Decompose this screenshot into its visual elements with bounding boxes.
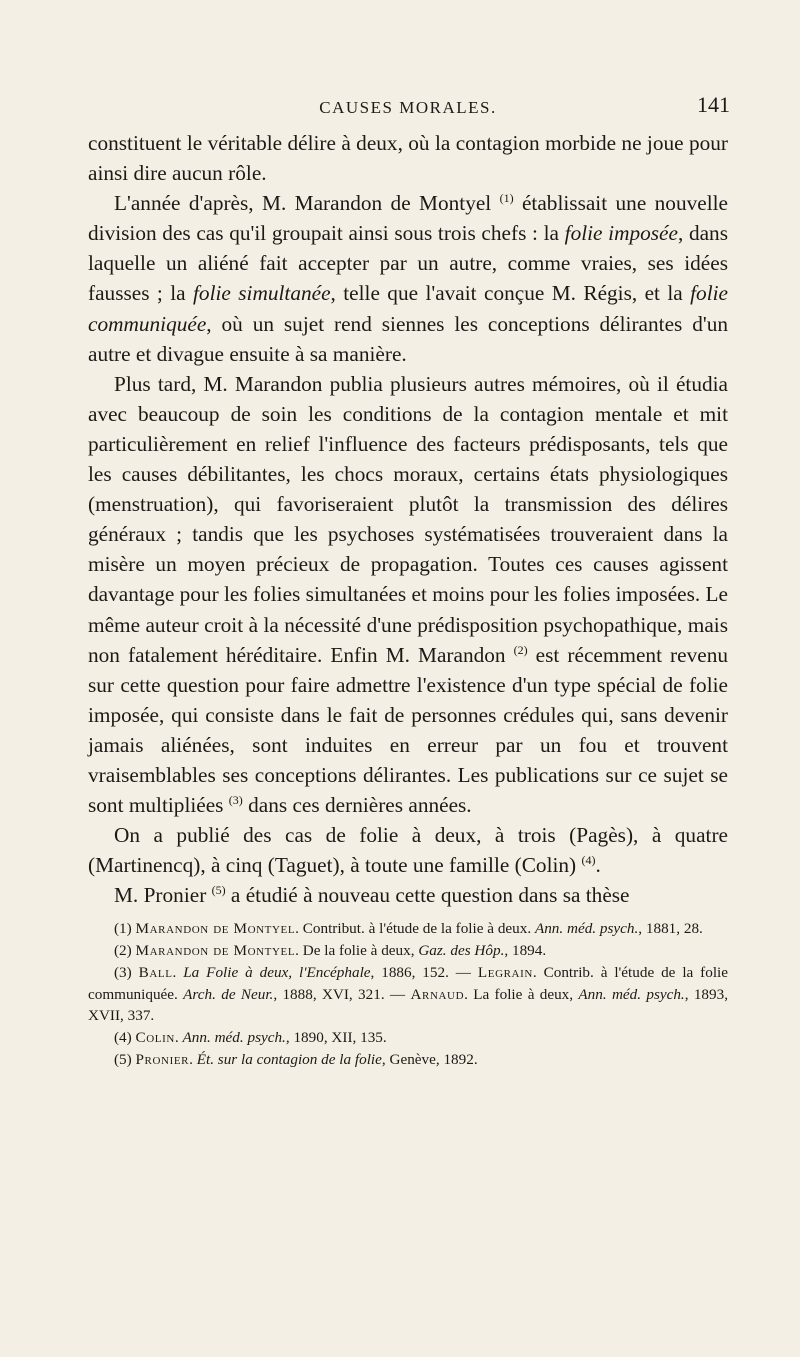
footnote-ref: (1) (499, 191, 514, 206)
text-run: est récemment revenu sur cette question pour faire admettre l'existence d'un type spécial de folie imposée, qui consiste dans le fait de personnes crédules qui, sans devenir jamais aliénées, sont induites en erreur par un fou et trouvent vraisemblables ses conceptions délirantes. Les publications sur ce sujet se sont multipliées (88, 642, 728, 818)
footnote-ref: (2) (513, 642, 528, 657)
text-run: (4) (114, 1028, 136, 1046)
text-run: , 1893, XVII, 337. (88, 985, 729, 1025)
text-run: On a publié des cas de folie à deux, à trois (Pagès), à quatre (Martinencq), à cinq (Taguet), à toute une famille (Colin) (88, 823, 728, 878)
body-text (88, 128, 728, 910)
footnote (88, 940, 728, 962)
author-name: Ball (138, 963, 173, 981)
running-head (88, 92, 728, 128)
text-run: . Contribut. à l'étude de la folie à deux. (295, 920, 535, 938)
page-number: 141 (697, 92, 730, 117)
text-run: M. Pronier (114, 883, 212, 908)
text-run: (3) (114, 963, 139, 981)
text-run: constituent le véritable délire à deux, où la contagion morbide ne joue pour ainsi dire aucun rôle. (88, 131, 728, 186)
text-run: (1) (114, 920, 136, 938)
italic-text: Ann. méd. psych. (534, 920, 639, 938)
text-run: . (595, 853, 601, 878)
author-name: Marandon de Montyel (135, 942, 296, 960)
paragraph (88, 369, 728, 820)
text-run: . De la folie à deux, (295, 942, 419, 960)
text-run: , dans laquelle un aliéné fait accepter par un autre, comme vraies, ses idées fausses ; la (88, 221, 728, 306)
footnote (88, 962, 728, 1027)
text-run: dans ces dernières années. (242, 793, 472, 818)
paragraph (88, 880, 728, 910)
text-run: , 1888, XVI, 321. — (273, 985, 411, 1003)
paragraph (88, 820, 728, 880)
text-run: , 1890, XII, 135. (285, 1028, 387, 1046)
text-run: , 1886, 152. — (370, 963, 478, 981)
footnotes (88, 918, 728, 1070)
text-run: , Genève, 1892. (381, 1050, 478, 1068)
author-name: Pronier (135, 1050, 190, 1068)
footnote (88, 1027, 728, 1049)
footnote-ref: (5) (211, 883, 226, 898)
chapter-title: CAUSES MORALES. (319, 98, 497, 117)
text-run: (5) (114, 1050, 136, 1068)
text-run: . Contrib. à l'étude de la folie communiquée. (88, 963, 729, 1003)
text-run: , où un sujet rend siennes les conceptions délirantes d'un autre et divague ensuite à sa manière. (88, 311, 728, 366)
paragraph (88, 188, 728, 369)
text-run: Plus tard, M. Marandon publia plusieurs autres mémoires, où il étudia avec beaucoup de soin les conditions de la contagion mentale et mit particulièrement en relief l'influence des facteurs prédisposants, tels que les causes débilitantes, les chocs moraux, certains états physiologiques (menstruation), qui favoriseraient plutôt la transmission des délires généraux ; tandis que les psychoses systématisées trouveraient dans la misère un moyen précieux de propagation. Toutes ces causes agissent davantage pour les folies simultanées et moins pour les folies imposées. Le même auteur croit à la nécessité d'une prédisposition psychopathique, mais non fatalement héréditaire. Enfin M. Marandon (88, 371, 728, 667)
text-run: , telle que l'avait conçue M. Régis, et la (330, 281, 691, 306)
text-run: . (189, 1050, 197, 1068)
text-run: . La folie à deux, (464, 985, 579, 1003)
italic-text: Ann. méd. psych. (578, 985, 685, 1003)
paragraph (88, 128, 728, 188)
italic-text: Arch. de Neur. (183, 985, 274, 1003)
text-run: établissait une nouvelle division des cas qu'il groupait ainsi sous trois chefs : la (88, 191, 728, 246)
italic-text: folie simultanée (193, 281, 331, 306)
text-run: . (174, 1028, 183, 1046)
text-run: , 1881, 28. (638, 920, 703, 938)
italic-text: Gaz. des Hôp. (418, 942, 505, 960)
italic-text: folie imposée (564, 221, 678, 246)
text-run: . (172, 963, 184, 981)
text-run: a étudié à nouveau cette question dans sa thèse (225, 883, 630, 908)
footnote (88, 1049, 728, 1071)
italic-text: La Folie à deux, l'Encéphale (183, 963, 371, 981)
text-run: , 1894. (504, 942, 547, 960)
footnote-ref: (3) (228, 792, 243, 807)
book-page (88, 92, 728, 1070)
author-name: Arnaud (410, 985, 465, 1003)
author-name: Colin (135, 1028, 175, 1046)
text-run: L'année d'après, M. Marandon de Montyel (114, 191, 500, 216)
author-name: Marandon de Montyel (135, 920, 296, 938)
italic-text: folie communiquée (88, 281, 728, 336)
text-run: (2) (114, 942, 136, 960)
author-name: Legrain (477, 963, 533, 981)
footnote (88, 918, 728, 940)
italic-text: Ét. sur la contagion de la folie (196, 1050, 382, 1068)
italic-text: Ann. méd. psych. (182, 1028, 286, 1046)
footnote-ref: (4) (581, 853, 596, 868)
